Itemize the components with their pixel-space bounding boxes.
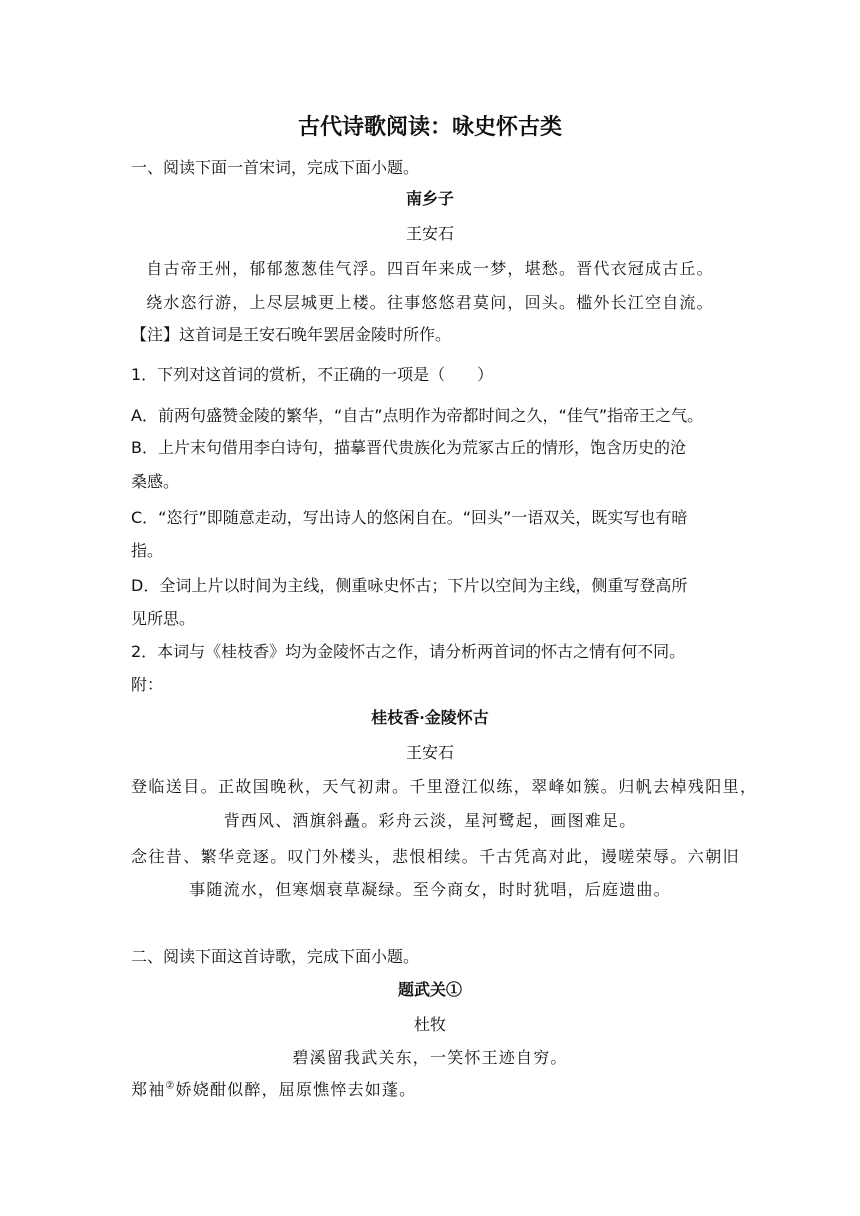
option-a: A．前两句盛赞金陵的繁华，“自古”点明作为帝都时间之久，“佳气”指帝王之气。 <box>131 406 704 425</box>
poem2-author: 王安石 <box>405 743 454 762</box>
section2-intro: 二、阅读下面这首诗歌，完成下面小题。 <box>131 947 420 966</box>
poem2-line: 念往昔、繁华竞逐。叹门外楼头，悲恨相续。千古凭高对此，谩嗟荣辱。六朝旧 <box>131 847 741 866</box>
poem2-line: 事随流水，但寒烟衰草凝绿。至今商女，时时犹唱，后庭遗曲。 <box>189 880 671 899</box>
poem3-line: 碧溪留我武关东，一笑怀王迹自穷。 <box>292 1048 568 1067</box>
poem1-author: 王安石 <box>405 224 454 243</box>
poem3-line-part: 娇娆酣似醉，屈原憔悴去如蓬。 <box>175 1080 417 1099</box>
poem3-line <box>131 1080 416 1100</box>
option-b-cont: 桑感。 <box>131 472 180 491</box>
poem1-title: 南乡子 <box>405 189 454 208</box>
poem3-title: 题武关① <box>397 980 462 999</box>
section1-intro: 一、阅读下面一首宋词，完成下面小题。 <box>131 158 420 177</box>
question-1: 1．下列对这首词的赏析，不正确的一项是（ ） <box>131 365 494 384</box>
option-b: B．上片末句借用李白诗句，描摹晋代贵族化为荒冢古丘的情形，饱含历史的沧 <box>131 438 686 457</box>
option-d-cont: 见所思。 <box>131 609 196 628</box>
option-c: C．“恣行”即随意走动，写出诗人的悠闲自在。“回头”一语双关，既实写也有暗 <box>131 508 688 527</box>
poem2-line: 背西风、酒旗斜矗。彩舟云淡，星河鹭起，画图难足。 <box>223 811 637 830</box>
poem3-line-part: 郑袖 <box>131 1080 166 1099</box>
appendix-label: 附： <box>131 675 164 694</box>
poem3-author: 杜牧 <box>413 1015 446 1034</box>
option-c-cont: 指。 <box>131 541 164 560</box>
poem1-line: 自古帝王州，郁郁葱葱佳气浮。四百年来成一梦，堪愁。晋代衣冠成古丘。 <box>146 259 714 278</box>
page-title: 古代诗歌阅读：咏史怀古类 <box>297 115 562 140</box>
poem2-line: 登临送目。正故国晚秋，天气初肃。千里澄江似练，翠峰如簇。归帆去棹残阳里， <box>131 777 758 796</box>
poem2-title: 桂枝香·金陵怀古 <box>371 708 489 727</box>
footnote-marker: ② <box>165 1080 176 1092</box>
note: 【注】这首词是王安石晚年罢居金陵时所作。 <box>131 325 452 344</box>
question-2: 2．本词与《桂枝香》均为金陵怀古之作，请分析两首词的怀古之情有何不同。 <box>131 642 686 661</box>
option-d: D．全词上片以时间为主线，侧重咏史怀古；下片以空间为主线，侧重写登高所 <box>131 576 688 595</box>
poem1-line: 绕水恣行游，上尽层城更上楼。往事悠悠君莫问，回头。槛外长江空自流。 <box>146 293 714 312</box>
